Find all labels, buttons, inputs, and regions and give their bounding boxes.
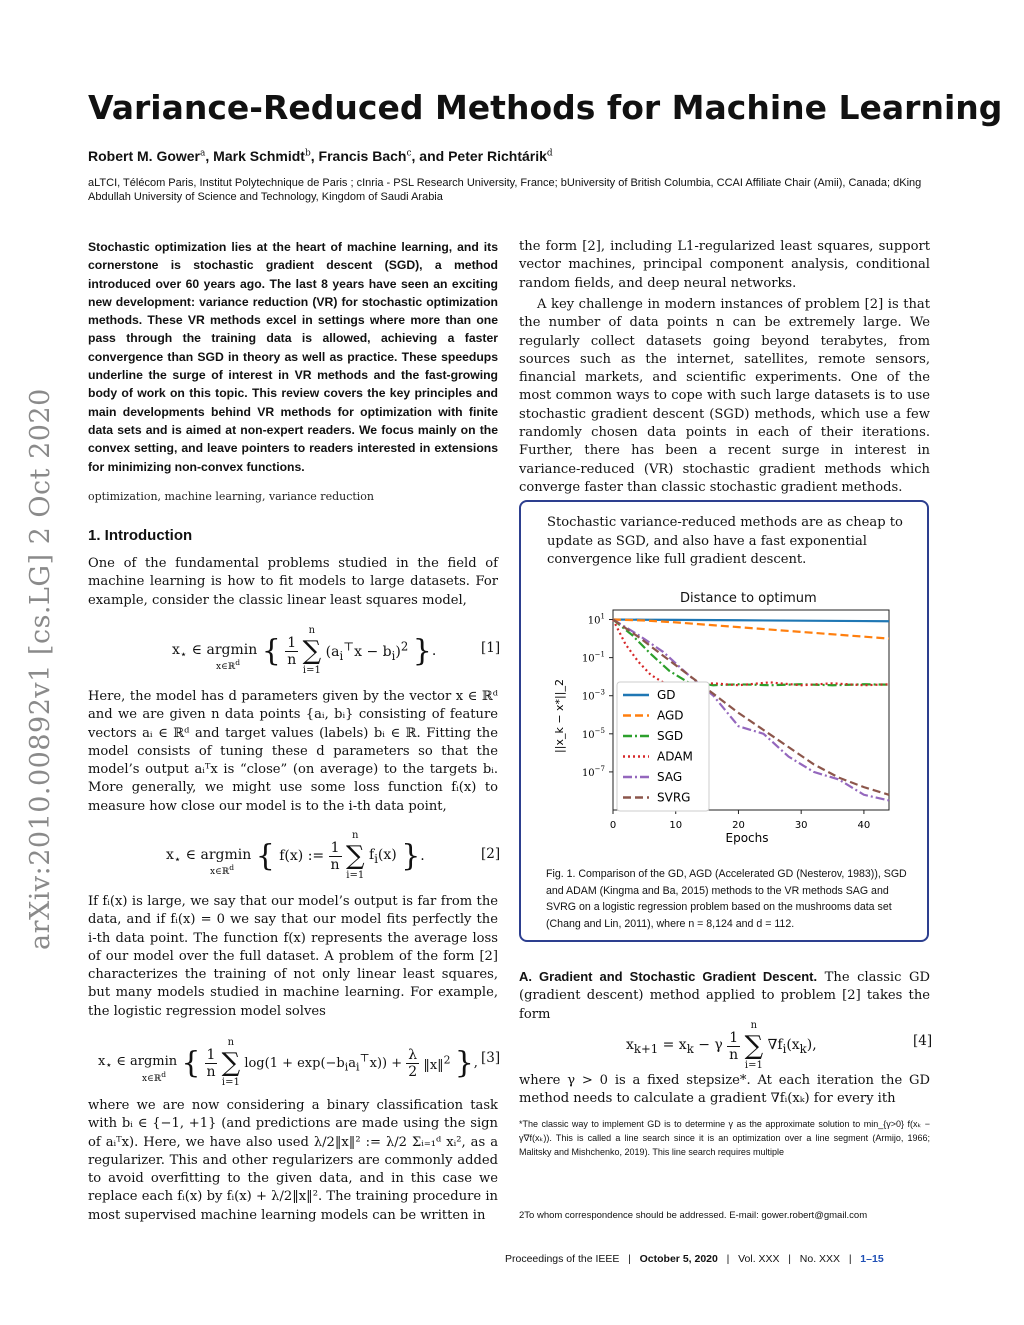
- equation-4-label: [4]: [913, 1033, 933, 1049]
- equation-1-label: [1]: [481, 640, 501, 656]
- author-name: Peter Richtárik: [448, 148, 547, 164]
- legend-label: GD: [657, 688, 676, 702]
- equation-2-label: [2]: [481, 846, 501, 862]
- intro-paragraph-4: where we are now considering a binary classification task with bᵢ ∈ {−1, +1} (and predictions are made using the sign of aᵢᵀx). Here, we have also used λ/2‖x‖² := λ/2 Σᵢ₌₁ᵈ xᵢ², as a regularizer. This and other regularizers are commonly added to avoid overfitting to the given data, and in this case we replace each fᵢ(x) by fᵢ(x) + λ/2‖x‖². The training procedure in most supervised machine learning models can be written in: [88, 1098, 498, 1223]
- legend-label: SGD: [657, 729, 684, 743]
- y-axis-label: ||x_k − x*||_2: [553, 679, 566, 753]
- footer-pages: 1–15: [860, 1253, 884, 1265]
- intro-paragraph-2: Here, the model has d parameters given by the vector x ∈ ℝᵈ and we are given n data points {aᵢ, bᵢ} consisting of feature vectors aᵢ ∈ ℝᵈ and target values (labels) bᵢ ∈ ℝ. Fitting the model consists of tuning these d parameters so that the model’s output aᵢᵀx is “close” (on average) to the targets bᵢ. More generally, we might use some loss function fᵢ(x) to measure how close our model is to the i-th data point,: [88, 689, 498, 814]
- keywords: optimization, machine learning, variance reduction: [88, 490, 375, 503]
- author-name: Robert M. Gower: [88, 148, 201, 164]
- equation-4: $x_{k+1} = x_k - \gamma$ $\frac{1}{n}$ n ∑ i=1 $\nabla f_i(x_k)$,: [626, 1020, 817, 1071]
- page-footer: Proceedings of the IEEE | October 5, 2020 | Vol. XXX | No. XXX | 1–15: [505, 1253, 884, 1265]
- author-name: Francis Bach: [318, 148, 407, 164]
- y-tick-label: $10^1$: [587, 612, 605, 627]
- legend-label: SVRG: [657, 790, 691, 805]
- section-heading-introduction: 1. Introduction: [88, 527, 193, 544]
- arxiv-stamp: arXiv:2010.00892v1 [cs.LG] 2 Oct 2020: [25, 388, 56, 950]
- legend-label: ADAM: [657, 749, 693, 764]
- y-tick-label: $10^{-7}$: [581, 764, 605, 779]
- y-tick-label: $10^{-1}$: [581, 650, 605, 665]
- section-a: [519, 968, 930, 1024]
- x-tick-label: 20: [732, 820, 745, 831]
- footnote-correspondence: 2To whom correspondence should be addressed. E-mail: gower.robert@gmail.com: [519, 1210, 868, 1221]
- distance-chart: [519, 600, 929, 860]
- footer-date: October 5, 2020: [639, 1253, 718, 1265]
- intro-paragraph-3: If fᵢ(x) is large, we say that our model’s output is far from the data, and if fᵢ(x) = 0 we say that our model fits perfectly the i-th data point. The function f(x) represents the average loss of our model over the full dataset. A problem of the form [2] characterizes the training of not only linear least squares, but many models studied in machine learning. For example, the logistic regression model solves: [88, 894, 498, 1019]
- equation-3: $x_⋆$ ∈ argmin { $\frac{1}{n}$ n ∑ i=1 $\log(1 + \exp(-b_ia_i^⊤x))$ + $\frac{\lambda}{2}$ ‖x‖$^2$ }, x∈ℝ$^d$: [98, 1037, 478, 1088]
- intro-paragraph-1: One of the fundamental problems studied in the field of machine learning is how to fit models to large datasets. For example, consider the classic linear least squares model,: [88, 556, 498, 608]
- paper-title: Variance-Reduced Methods for Machine Learning: [88, 88, 1003, 127]
- right-paragraph-2: A key challenge in modern instances of problem [2] is that the number of data points n can be extremely large. We regularly collect datasets going beyond terabytes, from sources such as the internet, satellites, remote sensors, financial markets, and scientific experiments. One of the most common ways to cope with such large datasets is to use stochastic gradient descent (SGD) methods, which use a few randomly chosen data points in each of their iterations. Further, there has been a recent surge in interest in variance-reduced (VR) stochastic gradient methods which converge faster than classic stochastic gradient methods.: [519, 297, 930, 495]
- right-paragraph-1: the form [2], including L1-regularized least squares, support vector machines, principal component analysis, conditional random fields, and deep neural networks.: [519, 239, 930, 291]
- footer-number: No. XXX: [799, 1253, 841, 1265]
- author-sup: d: [546, 148, 553, 159]
- equation-2: $x_⋆$ ∈ argmin { f(x) := $\frac{1}{n}$ n ∑ i=1 $f_i(x)$ }. x∈ℝ$^d$: [166, 830, 425, 881]
- author-sup: b: [304, 148, 311, 159]
- y-tick-label: $10^{-3}$: [581, 688, 605, 703]
- series-line-agd: [613, 620, 889, 639]
- series-line-sgd: [613, 620, 889, 686]
- x-axis-label: Epochs: [725, 831, 769, 845]
- x-tick-label: 0: [609, 820, 617, 831]
- author-name: Mark Schmidt: [213, 148, 305, 164]
- chart-title: Distance to optimum: [680, 591, 817, 606]
- footer-volume: Vol. XXX: [738, 1253, 780, 1265]
- highlight-text: Stochastic variance-reduced methods are as cheap to update as SGD, and also have a fast exponential convergence like full gradient descent.: [547, 515, 903, 567]
- x-tick-label: 30: [794, 820, 808, 831]
- series-line-adam: [613, 620, 889, 686]
- y-tick-label: $10^{-5}$: [581, 726, 605, 741]
- legend-label: SAG: [657, 770, 683, 784]
- abstract: Stochastic optimization lies at the heart of machine learning, and its cornerstone is stochastic gradient descent (SGD), a method introduced over 60 years ago. The last 8 years have seen an exciting new development: variance reduction (VR) for stochastic optimization methods. These VR methods excel in settings where more than one pass through the training data is allowed, achieving a faster convergence than SGD in theory as well as practice. These speedups underline the surge of interest in VR methods and the fast-growing body of work on this topic. This review covers the key principles and main developments behind VR methods for optimization with finite data sets and is aimed at non-expert readers. We focus mainly on the convex setting, and leave pointers to readers interested in extensions for minimizing non-convex functions.: [88, 240, 498, 474]
- footer-journal: Proceedings of the IEEE: [505, 1253, 620, 1265]
- footnote-line-search: *The classic way to implement GD is to determine γ as the approximate solution to min_{γ>0} f(xₖ − γ∇f(xₖ)). This is called a line search since it is an optimization over a line segment (Armijo, 1966; Malitsky and Mishchenko, 2019). This line search requires multiple: [519, 1119, 930, 1157]
- x-tick-label: 40: [857, 820, 871, 831]
- affiliations: aLTCI, Télécom Paris, Institut Polytechnique de Paris ; cInria - PSL Research University, France; bUniversity of British Columbia, CCAI Affiliate Chair (Amii), Canada; dKing Abdullah University of Science and Technology, Kingdom of Saudi Arabia: [88, 177, 922, 203]
- section-heading-a: A. Gradient and Stochastic Gradient Descent.: [519, 969, 818, 984]
- equation-3-label: [3]: [481, 1050, 501, 1066]
- figure-caption: Fig. 1. Comparison of the GD, AGD (Accelerated GD (Nesterov, 1983)), SGD and ADAM (Kingma and Ba, 2015) methods to the VR methods SAG and SVRG on a logistic regression problem based on the mushrooms data set (Chang and Lin, 2011), where n = 8,124 and d = 112.: [546, 868, 907, 930]
- author-list: Robert M. Gower$^a$, Mark Schmidt$^b$, Francis Bach$^c$, and Peter Richtárik$^d$: [88, 148, 553, 164]
- x-tick-label: 10: [669, 820, 683, 831]
- author-sup: a: [200, 148, 206, 159]
- author-sup: c: [406, 148, 412, 159]
- legend-label: AGD: [657, 708, 684, 723]
- section-a-paragraph-2: where γ > 0 is a fixed stepsize*. At each iteration the GD method needs to calculate a gradient ∇fᵢ(xₖ) for every ith: [519, 1073, 930, 1107]
- section-a-paragraph-1: The classic GD (gradient descent) method applied to problem [2] takes the form: [519, 970, 930, 1022]
- authors-and: and: [419, 148, 445, 164]
- equation-1: $x_⋆$ ∈ argmin { $\frac{1}{n}$ n ∑ i=1 $(a_i^⊤x - b_i)^2$ }. x∈ℝ$^d$: [172, 625, 437, 676]
